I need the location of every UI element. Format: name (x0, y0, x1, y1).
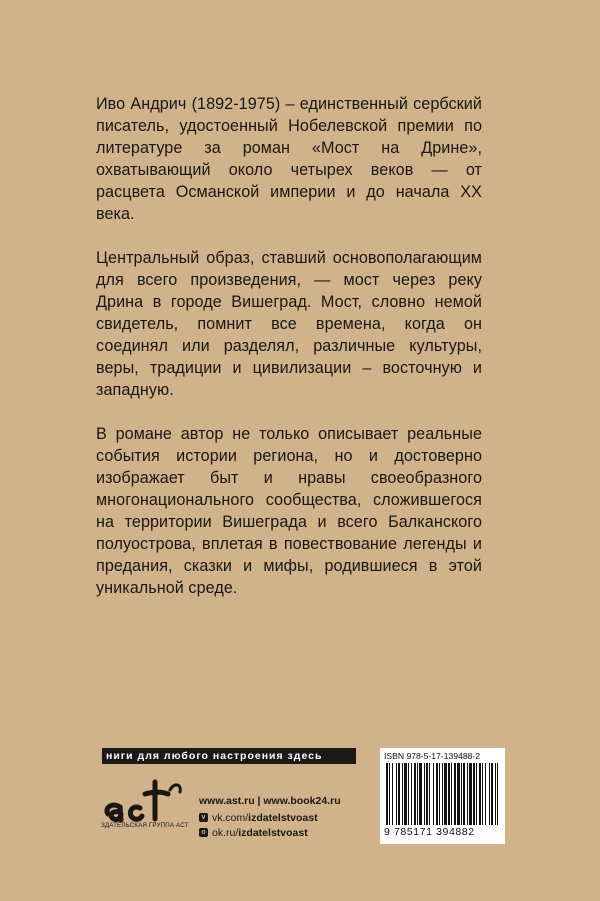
barcode-stripe (476, 763, 477, 825)
barcode-stripe (424, 763, 425, 825)
barcode-stripe (433, 763, 434, 825)
barcode-stripe (473, 763, 475, 825)
vk-prefix: vk.com/ (212, 811, 249, 824)
publisher-caption: ЗДАТЕЛЬСКАЯ ГРУППА АСТ (101, 822, 189, 829)
barcode-stripe (479, 763, 481, 825)
barcode-stripe (457, 763, 460, 825)
barcode-stripe (426, 763, 428, 825)
barcode-stripe (485, 763, 486, 825)
barcode-stripe (482, 763, 483, 825)
barcode-stripe (386, 763, 388, 825)
barcode-stripe (463, 763, 465, 825)
paragraph-2: Центральный образ, ставший основополагающим для всего произведения, — мост через реку Дрина в городе Вишеград. Мост, словно немой свидетель, помнит все времена, когда он соединял или разделял, различные культуры, веры, традиции и цивилизации – восточную и западную. (96, 249, 482, 399)
isbn-label: ISBN 978-5-17-139488-2 (384, 751, 481, 761)
barcode-stripe (396, 763, 397, 825)
publisher-links (199, 793, 341, 840)
barcode-stripe (491, 763, 493, 825)
paragraph-1: Иво Андрич (1892-1975) – единственный сербский писатель, удостоенный Нобелевской премии по литературе за роман «Мост на Дрине», охватывающий около четырех веков — от расцвета Османской империи и до начала XX века. (96, 95, 482, 223)
barcode-stripe (436, 763, 438, 825)
barcode-stripe (389, 763, 390, 825)
barcode-stripe (408, 763, 409, 825)
tagline-bar: ниги для любого настроения здесь (102, 748, 356, 764)
barcode-stripe (497, 763, 498, 825)
barcode-stripe (439, 763, 440, 825)
barcode-stripe (398, 763, 400, 825)
vk-icon: v (199, 813, 208, 822)
barcode-stripe (448, 763, 450, 825)
vk-link[interactable] (199, 810, 341, 825)
ok-icon: o (199, 828, 208, 837)
barcode-stripe (419, 763, 422, 825)
barcode-stripe (417, 763, 418, 825)
barcode-bars (386, 763, 498, 825)
barcode-stripe (392, 763, 393, 825)
ok-prefix: ok.ru/ (212, 826, 239, 839)
barcode-stripe (442, 763, 443, 825)
barcode-stripe (489, 763, 490, 825)
ok-link[interactable] (199, 825, 341, 840)
barcode-stripe (495, 763, 496, 825)
vk-handle: izdatelstvoast (248, 811, 318, 824)
barcode-stripe (444, 763, 447, 825)
ok-handle: izdatelstvoast (238, 826, 308, 839)
barcode-stripe (402, 763, 403, 825)
barcode-stripe (451, 763, 452, 825)
barcode-box (380, 748, 505, 844)
barcode-stripe (454, 763, 456, 825)
barcode-stripe (429, 763, 430, 825)
barcode-stripe (467, 763, 468, 825)
annotation-text (96, 93, 482, 621)
barcode-stripe (461, 763, 462, 825)
barcode-stripe (469, 763, 472, 825)
website-links[interactable]: www.ast.ru | www.book24.ru (199, 794, 341, 807)
paragraph-3: В романе автор не только описывает реальные события истории региона, но и достоверно изображает быт и нравы своеобразного многонационального сообщества, сложившегося на территории Вишеграда и всего Балканского полуострова, вплетая в повествование легенды и предания, сказки и мифы, родившиеся в этой уникальной среде. (96, 425, 482, 597)
barcode-stripe (404, 763, 407, 825)
barcode-stripe (411, 763, 412, 825)
barcode-digits: 9 785171 394882 (384, 826, 475, 838)
barcode-stripe (414, 763, 416, 825)
